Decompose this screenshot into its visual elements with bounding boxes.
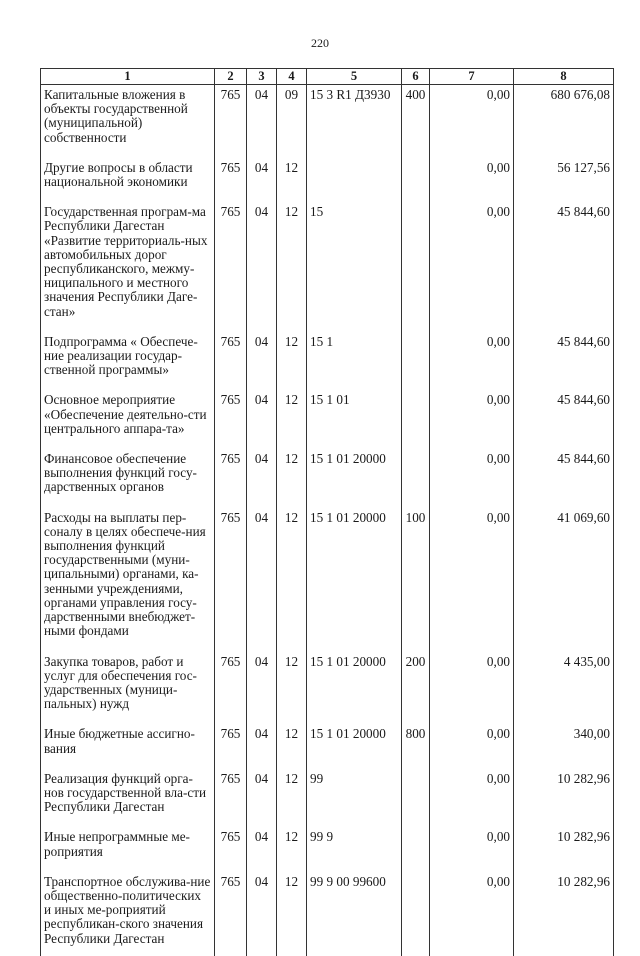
chapter-code-cell: 765 bbox=[215, 869, 247, 956]
subsection-code-cell: 12 bbox=[277, 199, 307, 329]
target-article-cell: 15 3 R1 Д3930 bbox=[307, 85, 402, 155]
section-code-cell: 04 bbox=[247, 649, 277, 722]
amount-col8-cell: 10 282,96 bbox=[514, 824, 614, 868]
column-header-8: 8 bbox=[514, 69, 614, 85]
target-article-cell: 99 9 00 99600 bbox=[307, 869, 402, 956]
subsection-code-cell: 12 bbox=[277, 649, 307, 722]
table-header-row bbox=[41, 69, 614, 85]
row-name-cell: Иные бюджетные ассигно-вания bbox=[41, 721, 215, 765]
section-code-cell: 04 bbox=[247, 329, 277, 388]
amount-col7-cell: 0,00 bbox=[430, 505, 514, 649]
table-row bbox=[41, 199, 614, 329]
section-code-cell: 04 bbox=[247, 721, 277, 765]
table-row bbox=[41, 329, 614, 388]
section-code-cell: 04 bbox=[247, 766, 277, 825]
amount-col8-cell: 56 127,56 bbox=[514, 155, 614, 199]
chapter-code-cell: 765 bbox=[215, 387, 247, 446]
expense-type-cell bbox=[402, 329, 430, 388]
subsection-code-cell: 12 bbox=[277, 155, 307, 199]
row-name-cell: Капитальные вложения в объекты государственной (муниципальной) собственности bbox=[41, 85, 215, 155]
section-code-cell: 04 bbox=[247, 155, 277, 199]
amount-col8-cell: 10 282,96 bbox=[514, 869, 614, 956]
table-row bbox=[41, 766, 614, 825]
amount-col7-cell: 0,00 bbox=[430, 766, 514, 825]
section-code-cell: 04 bbox=[247, 387, 277, 446]
target-article-cell: 15 bbox=[307, 199, 402, 329]
column-header-5: 5 bbox=[307, 69, 402, 85]
expense-type-cell bbox=[402, 766, 430, 825]
chapter-code-cell: 765 bbox=[215, 766, 247, 825]
chapter-code-cell: 765 bbox=[215, 199, 247, 329]
subsection-code-cell: 12 bbox=[277, 869, 307, 956]
amount-col8-cell: 10 282,96 bbox=[514, 766, 614, 825]
expense-type-cell bbox=[402, 155, 430, 199]
row-name-cell: Основное мероприятие «Обеспечение деятельно-сти центрального аппара-та» bbox=[41, 387, 215, 446]
amount-col7-cell: 0,00 bbox=[430, 387, 514, 446]
section-code-cell: 04 bbox=[247, 446, 277, 505]
table-row bbox=[41, 85, 614, 155]
amount-col7-cell: 0,00 bbox=[430, 649, 514, 722]
target-article-cell: 99 9 bbox=[307, 824, 402, 868]
target-article-cell: 15 1 01 20000 bbox=[307, 446, 402, 505]
table-row bbox=[41, 721, 614, 765]
expense-type-cell: 800 bbox=[402, 721, 430, 765]
table-row bbox=[41, 824, 614, 868]
amount-col8-cell: 680 676,08 bbox=[514, 85, 614, 155]
expense-type-cell: 100 bbox=[402, 505, 430, 649]
budget-table bbox=[40, 68, 614, 956]
table-row bbox=[41, 649, 614, 722]
amount-col7-cell: 0,00 bbox=[430, 329, 514, 388]
subsection-code-cell: 12 bbox=[277, 505, 307, 649]
chapter-code-cell: 765 bbox=[215, 505, 247, 649]
expense-type-cell: 200 bbox=[402, 649, 430, 722]
table-row bbox=[41, 869, 614, 956]
column-header-2: 2 bbox=[215, 69, 247, 85]
target-article-cell: 15 1 01 20000 bbox=[307, 505, 402, 649]
chapter-code-cell: 765 bbox=[215, 329, 247, 388]
row-name-cell: Транспортное обслужива-ние общественно-политических и иных ме-роприятий республикан-ского значения Республики Дагестан bbox=[41, 869, 215, 956]
target-article-cell: 99 bbox=[307, 766, 402, 825]
target-article-cell: 15 1 01 20000 bbox=[307, 649, 402, 722]
row-name-cell: Другие вопросы в области национальной экономики bbox=[41, 155, 215, 199]
chapter-code-cell: 765 bbox=[215, 85, 247, 155]
subsection-code-cell: 12 bbox=[277, 766, 307, 825]
row-name-cell: Закупка товаров, работ и услуг для обеспечения гос-ударственных (муници-пальных) нужд bbox=[41, 649, 215, 722]
column-header-1: 1 bbox=[41, 69, 215, 85]
row-name-cell: Государственная програм-ма Республики Дагестан «Развитие территориаль-ных автомобильных дорог республиканского, межму-ниципального и местного значения Республики Даге-стан» bbox=[41, 199, 215, 329]
subsection-code-cell: 12 bbox=[277, 329, 307, 388]
expense-type-cell bbox=[402, 387, 430, 446]
chapter-code-cell: 765 bbox=[215, 155, 247, 199]
subsection-code-cell: 12 bbox=[277, 387, 307, 446]
subsection-code-cell: 12 bbox=[277, 721, 307, 765]
subsection-code-cell: 09 bbox=[277, 85, 307, 155]
table-row bbox=[41, 505, 614, 649]
amount-col7-cell: 0,00 bbox=[430, 199, 514, 329]
amount-col7-cell: 0,00 bbox=[430, 869, 514, 956]
column-header-7: 7 bbox=[430, 69, 514, 85]
column-header-6: 6 bbox=[402, 69, 430, 85]
amount-col7-cell: 0,00 bbox=[430, 721, 514, 765]
subsection-code-cell: 12 bbox=[277, 446, 307, 505]
row-name-cell: Финансовое обеспечение выполнения функций госу-дарственных органов bbox=[41, 446, 215, 505]
row-name-cell: Подпрограмма « Обеспече-ние реализации государ-ственной программы» bbox=[41, 329, 215, 388]
table-row bbox=[41, 446, 614, 505]
section-code-cell: 04 bbox=[247, 505, 277, 649]
section-code-cell: 04 bbox=[247, 824, 277, 868]
expense-type-cell: 400 bbox=[402, 85, 430, 155]
section-code-cell: 04 bbox=[247, 199, 277, 329]
expense-type-cell bbox=[402, 199, 430, 329]
amount-col8-cell: 4 435,00 bbox=[514, 649, 614, 722]
column-header-4: 4 bbox=[277, 69, 307, 85]
page-number: 220 bbox=[311, 36, 329, 50]
amount-col7-cell: 0,00 bbox=[430, 446, 514, 505]
column-header-3: 3 bbox=[247, 69, 277, 85]
amount-col8-cell: 45 844,60 bbox=[514, 387, 614, 446]
amount-col8-cell: 45 844,60 bbox=[514, 329, 614, 388]
amount-col7-cell: 0,00 bbox=[430, 85, 514, 155]
expense-type-cell bbox=[402, 446, 430, 505]
chapter-code-cell: 765 bbox=[215, 824, 247, 868]
target-article-cell: 15 1 bbox=[307, 329, 402, 388]
target-article-cell: 15 1 01 20000 bbox=[307, 721, 402, 765]
expense-type-cell bbox=[402, 869, 430, 956]
row-name-cell: Реализация функций орга-нов государственной вла-сти Республики Дагестан bbox=[41, 766, 215, 825]
amount-col8-cell: 45 844,60 bbox=[514, 199, 614, 329]
subsection-code-cell: 12 bbox=[277, 824, 307, 868]
chapter-code-cell: 765 bbox=[215, 649, 247, 722]
table-row bbox=[41, 387, 614, 446]
table-row bbox=[41, 155, 614, 199]
amount-col8-cell: 41 069,60 bbox=[514, 505, 614, 649]
amount-col7-cell: 0,00 bbox=[430, 824, 514, 868]
section-code-cell: 04 bbox=[247, 85, 277, 155]
target-article-cell bbox=[307, 155, 402, 199]
section-code-cell: 04 bbox=[247, 869, 277, 956]
chapter-code-cell: 765 bbox=[215, 446, 247, 505]
row-name-cell: Иные непрограммные ме-роприятия bbox=[41, 824, 215, 868]
amount-col8-cell: 340,00 bbox=[514, 721, 614, 765]
amount-col8-cell: 45 844,60 bbox=[514, 446, 614, 505]
amount-col7-cell: 0,00 bbox=[430, 155, 514, 199]
target-article-cell: 15 1 01 bbox=[307, 387, 402, 446]
row-name-cell: Расходы на выплаты пер-соналу в целях обеспече-ния выполнения функций государственными (муни-ципальными) органами, ка-зенными учреждениями, органами управления госу-дарственными внебюджет-ными фондами bbox=[41, 505, 215, 649]
chapter-code-cell: 765 bbox=[215, 721, 247, 765]
expense-type-cell bbox=[402, 824, 430, 868]
